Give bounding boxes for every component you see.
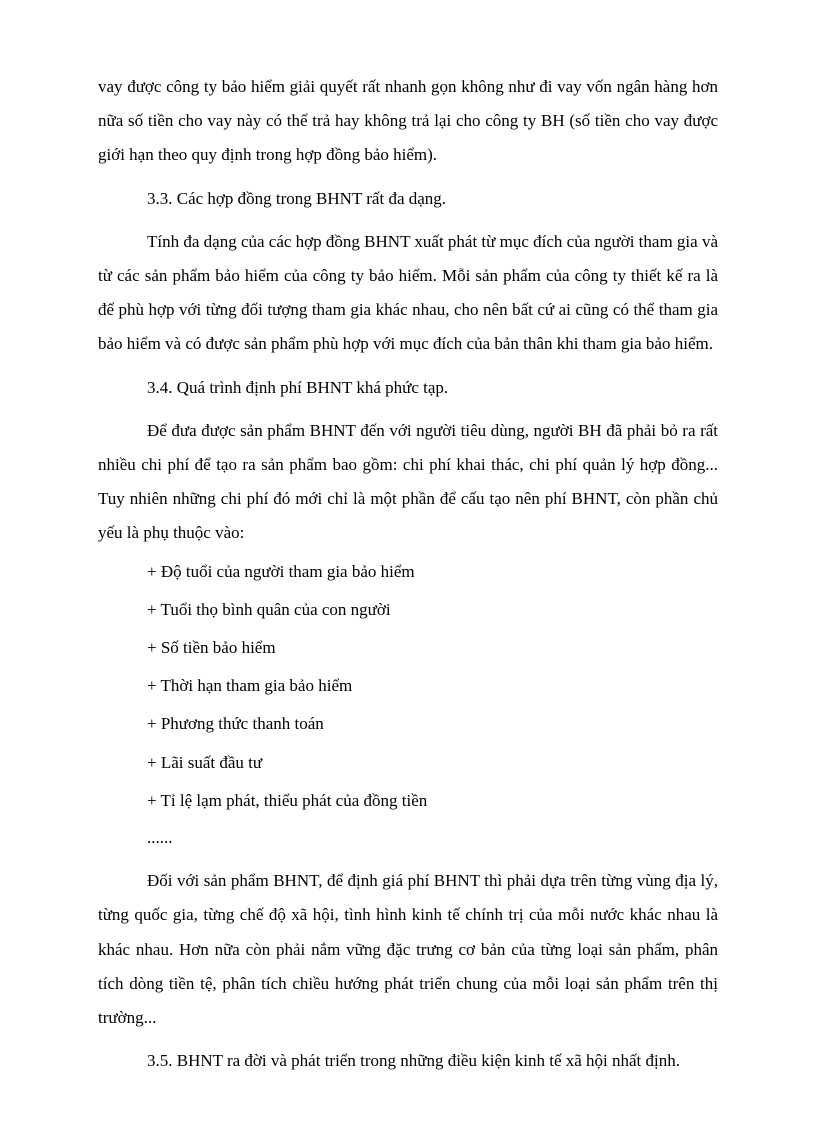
paragraph-3-4: Để đưa được sản phẩm BHNT đến với người tiêu dùng, người BH đã phải bỏ ra rất nhiều chi phí để tạo ra sản phẩm bao gồm: chi phí khai thác, chi phí quản lý hợp đồng... Tuy nhiên những chi phí đó mới chỉ là một phần để cấu tạo nên phí BHNT, còn phần chủ yếu là phụ thuộc vào: <box>98 420 718 543</box>
factor-list <box>98 555 718 818</box>
ellipsis: ...... <box>147 828 173 848</box>
list-item: + Thời hạn tham gia bảo hiểm <box>147 676 353 696</box>
list-item: + Lãi suất đầu tư <box>147 752 263 772</box>
heading-3-3: 3.3. Các hợp đồng trong BHNT rất đa dạng. <box>147 188 447 208</box>
list-item: + Số tiền bảo hiểm <box>147 638 276 658</box>
list-item: + Tỉ lệ lạm phát, thiểu phát của đồng tiền <box>147 790 428 810</box>
list-item: + Tuổi thọ bình quân của con người <box>147 599 391 619</box>
paragraph-pricing: Đối với sản phẩm BHNT, để định giá phí BHNT thì phải dựa trên từng vùng địa lý, từng quốc gia, từng chế độ xã hội, tình hình kinh tế chính trị của mỗi nước khác nhau là khác nhau. Hơn nữa còn phải nắm vững đặc trưng cơ bản của từng loại sản phẩm, phân tích dòng tiền tệ, phân tích chiều hướng phát triển chung của mỗi loại sản phẩm trên thị trường... <box>98 871 718 1028</box>
heading-3-4: 3.4. Quá trình định phí BHNT khá phức tạp. <box>147 377 449 397</box>
heading-3-5: 3.5. BHNT ra đời và phát triển trong những điều kiện kinh tế xã hội nhất định. <box>147 1051 680 1071</box>
list-item: + Độ tuổi của người tham gia bảo hiểm <box>147 561 415 581</box>
list-item: + Phương thức thanh toán <box>147 714 324 734</box>
document-page <box>98 70 718 1078</box>
paragraph-continuation: vay được công ty bảo hiểm giải quyết rất nhanh gọn không như đi vay vốn ngân hàng hơn nữa số tiền cho vay này có thể trả hay không trả lại cho công ty BH (số tiền cho vay được giới hạn theo quy định trong hợp đồng bảo hiểm). <box>98 77 718 165</box>
paragraph-3-3: Tính đa dạng của các hợp đồng BHNT xuất phát từ mục đích của người tham gia và từ các sản phẩm bảo hiểm của công ty bảo hiểm. Mỗi sản phẩm của công ty thiết kế ra là để phù hợp với từng đối tượng tham gia khác nhau, cho nên bất cứ ai cũng có thể tham gia bảo hiểm và có được sản phẩm phù hợp với mục đích của bản thân khi tham gia bảo hiểm. <box>98 231 718 354</box>
